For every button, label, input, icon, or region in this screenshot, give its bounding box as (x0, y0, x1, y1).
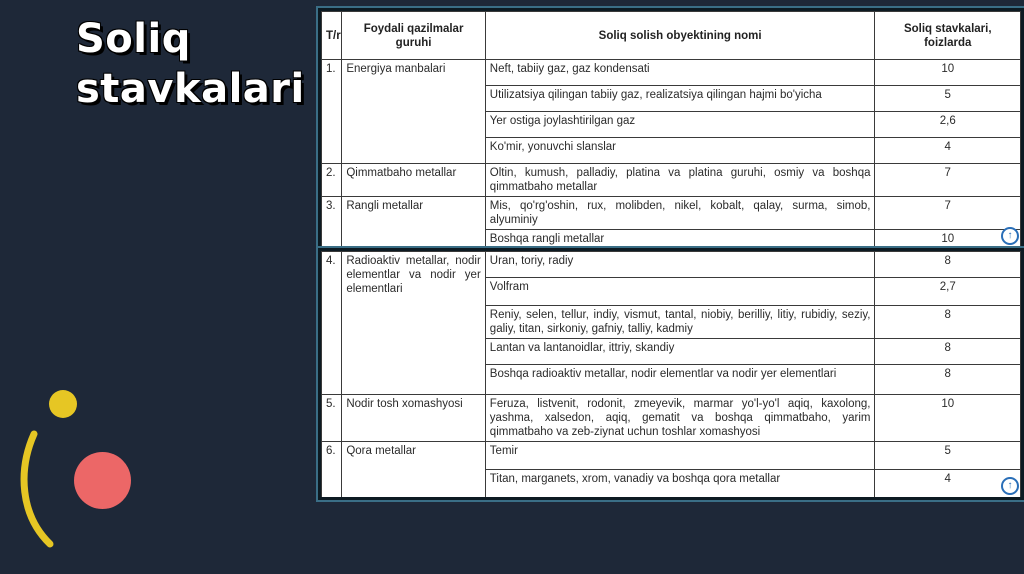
row-rate: 2,7 (875, 278, 1021, 306)
decorative-red-dot (74, 452, 131, 509)
table-header-row (322, 12, 1021, 60)
table-row (322, 197, 1021, 230)
row-rate: 7 (875, 197, 1021, 230)
table-row (322, 164, 1021, 197)
row-object: Yer ostiga joylashtirilgan gaz (485, 112, 875, 138)
row-object: Ko'mir, yonuvchi slanslar (485, 138, 875, 164)
row-num: 5. (322, 395, 342, 442)
row-object: Titan, marganets, xrom, vanadiy va boshqa qora metallar (485, 470, 875, 498)
row-rate: 8 (875, 306, 1021, 339)
row-rate: 10 (875, 395, 1021, 442)
row-group: Energiya manbalari (342, 60, 485, 164)
row-object: Volfram (485, 278, 875, 306)
row-rate: 8 (875, 365, 1021, 395)
row-object: Neft, tabiiy gaz, gaz kondensati (485, 60, 875, 86)
tax-rate-table-top (321, 11, 1021, 250)
row-group: Qora metallar (342, 442, 485, 498)
decorative-arc (14, 430, 64, 550)
header-rate: Soliq stavkalari, foizlarda (875, 12, 1021, 60)
row-group: Nodir tosh xomashyosi (342, 395, 485, 442)
row-object: Boshqa rangli metallar (485, 230, 875, 250)
tax-table-top (318, 8, 1024, 250)
slide-title: Soliq stavkalari (76, 16, 305, 112)
row-rate: 10 (875, 230, 1021, 250)
row-rate: 7 (875, 164, 1021, 197)
table-row (322, 252, 1021, 278)
row-rate: 2,6 (875, 112, 1021, 138)
row-object: Boshqa radioaktiv metallar, nodir elementlar va nodir yer elementlari (485, 365, 875, 395)
header-object: Soliq solish obyektining nomi (485, 12, 875, 60)
row-group: Rangli metallar (342, 197, 485, 250)
row-object: Uran, toriy, radiy (485, 252, 875, 278)
row-group: Radioaktiv metallar, nodir elementlar va nodir yer elementlari (342, 252, 485, 395)
row-rate: 5 (875, 442, 1021, 470)
row-num: 1. (322, 60, 342, 164)
row-object: Mis, qo'rg'oshin, rux, molibden, nikel, kobalt, qalay, surma, simob, alyuminiy (485, 197, 875, 230)
row-object: Lantan va lantanoidlar, ittriy, skandiy (485, 339, 875, 365)
row-rate: 8 (875, 252, 1021, 278)
row-group: Qimmatbaho metallar (342, 164, 485, 197)
row-num: 4. (322, 252, 342, 395)
row-object: Temir (485, 442, 875, 470)
decorative-yellow-dot (49, 390, 77, 418)
row-num: 3. (322, 197, 342, 250)
arrow-up-circle-icon[interactable]: ↑ (1001, 227, 1019, 245)
row-object: Utilizatsiya qilingan tabiiy gaz, realizatsiya qilingan hajmi bo'yicha (485, 86, 875, 112)
tax-table-bottom (318, 248, 1024, 500)
row-object: Reniy, selen, tellur, indiy, vismut, tantal, niobiy, berilliy, litiy, rubidiy, seziy, galiy, titan, sirkoniy, gafniy, talliy, kadmiy (485, 306, 875, 339)
row-rate: 4 (875, 138, 1021, 164)
row-object: Feruza, listvenit, rodonit, zmeyevik, marmar yo'l-yo'l aqiq, kaxolong, yashma, xalsedon, aqiq, gematit va boshqa qimmatbaho, yarim qimmatbaho va zeb-ziynat uchun toshlar xomashyosi (485, 395, 875, 442)
row-rate: 5 (875, 86, 1021, 112)
row-num: 2. (322, 164, 342, 197)
header-group: Foydali qazilmalar guruhi (342, 12, 485, 60)
header-num: T/r (322, 12, 342, 60)
tax-rate-table-bottom (321, 251, 1021, 498)
table-row (322, 442, 1021, 470)
arrow-up-circle-icon[interactable]: ↑ (1001, 477, 1019, 495)
table-row (322, 395, 1021, 442)
row-num: 6. (322, 442, 342, 498)
row-rate: 10 (875, 60, 1021, 86)
row-rate: 4 (875, 470, 1021, 498)
row-object: Oltin, kumush, palladiy, platina va platina guruhi, osmiy va boshqa qimmatbaho metallar (485, 164, 875, 197)
row-rate: 8 (875, 339, 1021, 365)
table-row (322, 60, 1021, 86)
